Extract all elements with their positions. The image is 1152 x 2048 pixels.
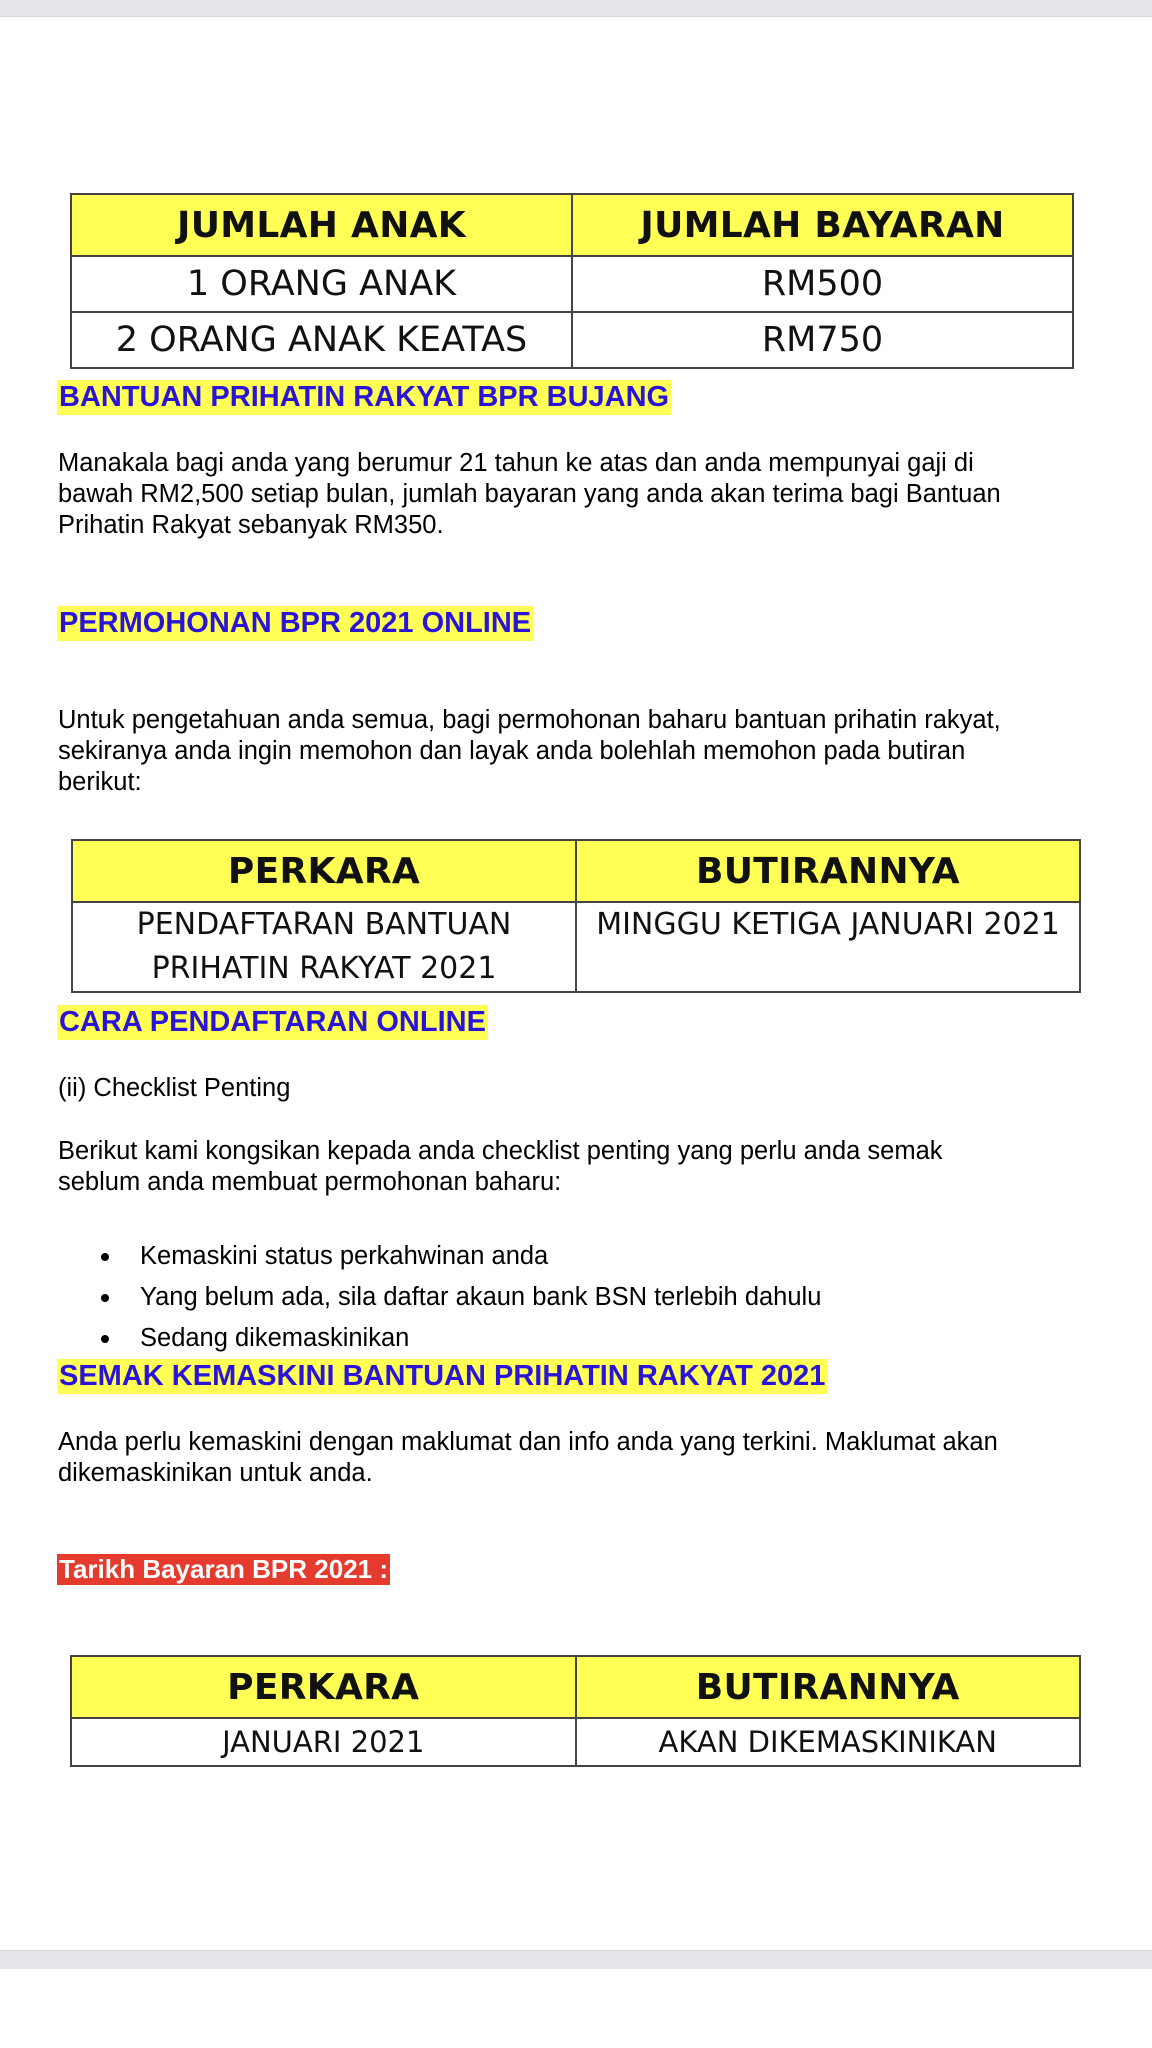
text-line: PRIHATIN RAKYAT 2021 <box>151 951 497 986</box>
bullet-icon <box>101 1335 109 1343</box>
list-item <box>58 1318 1058 1359</box>
heading-bpr-bujang: BANTUAN PRIHATIN RAKYAT BPR BUJANG <box>59 381 670 413</box>
table-row <box>71 256 1073 312</box>
list-item <box>58 1277 1058 1318</box>
table-header-row <box>71 1656 1080 1718</box>
paragraph-checklist <box>58 1136 1108 1198</box>
header-butirannya: BUTIRANNYA <box>576 1656 1081 1718</box>
table-cell: RM500 <box>572 256 1073 312</box>
table-row <box>72 902 1080 992</box>
list-item-text: Kemaskini status perkahwinan anda <box>140 1242 549 1270</box>
text-line: berikut: <box>58 768 142 796</box>
header-jumlah-anak: JUMLAH ANAK <box>71 194 572 256</box>
header-perkara: PERKARA <box>71 1656 576 1718</box>
paragraph-permohonan-online <box>58 705 1108 798</box>
heading-permohonan-online: PERMOHONAN BPR 2021 ONLINE <box>59 607 532 639</box>
bullet-icon <box>101 1253 109 1261</box>
registration-table <box>71 839 1081 993</box>
text-line: Manakala bagi anda yang berumur 21 tahun ke atas dan anda mempunyai gaji di <box>58 449 974 477</box>
heading-semak-kemaskini: SEMAK KEMASKINI BANTUAN PRIHATIN RAKYAT 2021 <box>59 1360 826 1392</box>
table-cell: RM750 <box>572 312 1073 368</box>
checklist-list <box>58 1236 1058 1359</box>
payment-date-table <box>70 1655 1081 1767</box>
text-line: dikemaskinikan untuk anda. <box>58 1459 373 1487</box>
table-cell: MINGGU KETIGA JANUARI 2021 <box>576 902 1080 992</box>
text-line: seblum anda membuat permohonan baharu: <box>58 1168 562 1196</box>
heading-tarikh-bayaran: Tarikh Bayaran BPR 2021 : <box>59 1554 388 1584</box>
header-jumlah-bayaran: JUMLAH BAYARAN <box>572 194 1073 256</box>
heading-cara-pendaftaran: CARA PENDAFTARAN ONLINE <box>59 1006 486 1038</box>
list-item-text: Yang belum ada, sila daftar akaun bank BSN terlebih dahulu <box>140 1283 822 1311</box>
table-cell: JANUARI 2021 <box>71 1718 576 1766</box>
text-line: Anda perlu kemaskini dengan maklumat dan info anda yang terkini. Maklumat akan <box>58 1428 998 1456</box>
table-row <box>71 312 1073 368</box>
top-scroll-bar <box>0 0 1152 17</box>
text-line: Untuk pengetahuan anda semua, bagi permohonan baharu bantuan prihatin rakyat, <box>58 706 1001 734</box>
text-line: bawah RM2,500 setiap bulan, jumlah bayaran yang anda akan terima bagi Bantuan <box>58 480 1001 508</box>
table-cell: 2 ORANG ANAK KEATAS <box>71 312 572 368</box>
paragraph-semak-kemaskini <box>58 1427 1108 1489</box>
children-payment-table <box>70 193 1074 369</box>
text-line: Prihatin Rakyat sebanyak RM350. <box>58 511 444 539</box>
table-cell: AKAN DIKEMASKINIKAN <box>576 1718 1081 1766</box>
header-perkara: PERKARA <box>72 840 576 902</box>
table-cell <box>72 902 576 992</box>
text-line: PENDAFTARAN BANTUAN <box>136 907 512 942</box>
table-header-row <box>72 840 1080 902</box>
list-item <box>58 1236 1058 1277</box>
header-butirannya: BUTIRANNYA <box>576 840 1080 902</box>
table-row <box>71 1718 1080 1766</box>
bottom-scroll-bar <box>0 1950 1152 1969</box>
text-line: Berikut kami kongsikan kepada anda checklist penting yang perlu anda semak <box>58 1137 943 1165</box>
checklist-title: (ii) Checklist Penting <box>58 1074 291 1102</box>
table-header-row <box>71 194 1073 256</box>
text-line: sekiranya anda ingin memohon dan layak anda bolehlah memohon pada butiran <box>58 737 966 765</box>
table-cell: 1 ORANG ANAK <box>71 256 572 312</box>
bullet-icon <box>101 1294 109 1302</box>
list-item-text: Sedang dikemaskinikan <box>140 1324 410 1352</box>
paragraph-bpr-bujang <box>58 448 1108 541</box>
